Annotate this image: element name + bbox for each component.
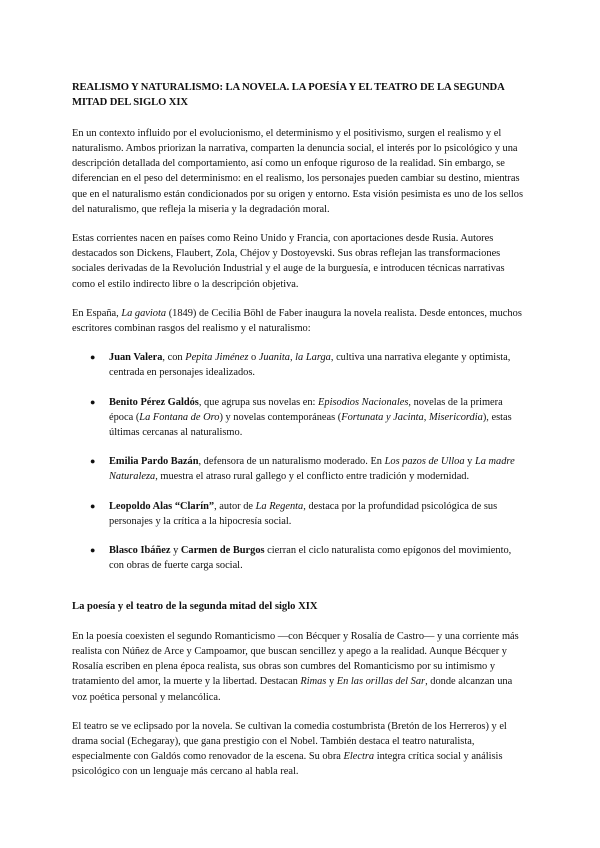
work-title: La gaviota <box>121 307 167 319</box>
author-name: Leopoldo Alas “Clarín” <box>109 500 215 512</box>
work-title: Misericordia <box>428 411 483 423</box>
bullet-icon: ● <box>90 545 96 556</box>
bullet-icon: ● <box>90 500 96 511</box>
paragraph-context: En un contexto influido por el evolucionismo, el determinismo y el positivismo, surgen el realismo y el naturalismo. Ambos priorizan la narrativa, comparten la denuncia social, el interés por lo psicológico y una descripción detallada del comportamiento, así como un enfoque riguroso de la realidad. Sin embargo, se diferencian en el peso del determinismo: en el realismo, los personajes pueden cambiar su destino, mientras que en el naturalismo están condicionados por su origen y entorno. Esta visión pesimista es uno de los sellos del naturalismo, que refleja la miseria y la degradación moral. <box>72 127 524 215</box>
text-span: y <box>464 456 475 468</box>
work-title: Rimas <box>300 676 327 688</box>
author-name: Juan Valera <box>109 352 163 364</box>
text-span: , autor de <box>214 500 256 512</box>
author-name: Carmen de Burgos <box>180 545 265 557</box>
text-span: En España, <box>72 307 122 319</box>
work-title: La Regenta <box>255 500 304 512</box>
text-span: , que agrupa sus novelas en: <box>198 396 319 408</box>
bullet-icon: ● <box>90 396 96 407</box>
text-span: , muestra el atraso rural gallego y el conflicto entre tradición y modernidad. <box>155 471 470 483</box>
text-span: , <box>423 411 429 423</box>
list-item-clarin <box>72 499 528 529</box>
text-span: El teatro se ve eclipsado por la novela. Se cultivan la comedia costumbrista (Bretón de los Herreros) y el drama social (Echegaray), que gana prestigio con el Nobel. También destaca el teatro naturalista, especialmente con Galdós como renovador de la escena. Su obra <box>72 720 507 763</box>
paragraph-spain <box>72 306 528 336</box>
text-span: , donde alcanzan una voz poética personal y melancólica. <box>72 676 513 703</box>
authors-list <box>72 350 528 573</box>
text-span: integra crítica social y análisis psicológico con un lenguaje más cercano al habla real. <box>72 751 503 778</box>
text-span: , novelas de la primera época ( <box>109 396 503 423</box>
author-name: Blasco Ibáñez <box>109 545 171 557</box>
list-item-valera <box>72 350 528 380</box>
work-title: Fortunata y Jacinta <box>341 411 424 423</box>
text-span: ), estas últimas cercanas al naturalismo. <box>109 411 512 439</box>
text-span: o <box>248 352 259 364</box>
work-title: Electra <box>343 751 375 763</box>
bullet-icon: ● <box>90 352 96 363</box>
list-item-galdos <box>72 395 528 441</box>
text-span: y <box>326 676 337 688</box>
text-span: cierran el ciclo naturalista como epígonos del movimiento, con obras de fuerte carga social. <box>109 545 512 572</box>
document-page <box>72 80 528 794</box>
text-span: , con <box>162 352 186 364</box>
text-span: En la poesía coexisten el segundo Romanticismo —con Bécquer y Rosalía de Castro— y una corriente más realista con Núñez de Arce y Campoamor, que buscan sencillez y apego a la realidad. Aunque Bécquer y Rosalía escriben en plena época realista, sus obras son cumbres del Romanticismo por su intimismo y tratamiento del amor, la muerte y la libertad. Destacan <box>72 630 519 688</box>
list-item-pardo-bazan <box>72 454 528 484</box>
section-subtitle: La poesía y el teatro de la segunda mitad del siglo XIX <box>72 601 318 613</box>
work-title: La madre Naturaleza <box>109 456 515 483</box>
author-name: Benito Pérez Galdós <box>109 396 199 408</box>
bullet-icon: ● <box>90 456 96 467</box>
paragraph-theatre <box>72 719 528 780</box>
text-span: , cultiva una narrativa elegante y optimista, centrada en personajes idealizados. <box>109 352 511 379</box>
text-span: y <box>170 545 181 557</box>
work-title: Pepita Jiménez <box>185 352 249 364</box>
work-title: Los pazos de Ulloa <box>384 456 465 468</box>
work-title: La Fontana de Oro <box>139 411 220 423</box>
document-title: REALISMO Y NATURALISMO: LA NOVELA. LA POESÍA Y EL TEATRO DE LA SEGUNDA MITAD DEL SIGLO XIX <box>72 82 505 109</box>
paragraph-poetry <box>72 629 528 705</box>
work-title: Juanita, la Larga <box>258 352 331 364</box>
text-span: , defensora de un naturalismo moderado. En <box>198 456 385 468</box>
author-name: Emilia Pardo Bazán <box>109 456 199 468</box>
paragraph-origins: Estas corrientes nacen en países como Reino Unido y Francia, con aportaciones desde Rusia. Autores destacados son Dickens, Flaubert, Zola, Chéjov y Dostoyevski. Sus obras reflejan las transformaciones sociales derivadas de la Revolución Industrial y el auge de la burguesía, e introducen técnicas narrativas como el estilo indirecto libre o la descripción objetiva. <box>72 233 505 290</box>
work-title: En las orillas del Sar <box>336 676 426 688</box>
list-item-blasco-burgos <box>72 543 528 573</box>
text-span: , destaca por la profundidad psicológica de sus personajes y la crítica a la hipocresía social. <box>109 500 498 527</box>
text-span: ) y novelas contemporáneas ( <box>219 411 342 423</box>
text-span: (1849) de Cecilia Böhl de Faber inaugura la novela realista. Desde entonces, muchos escritores combinan rasgos del realismo y el naturalismo: <box>72 307 522 335</box>
work-title: Episodios Nacionales <box>318 396 409 408</box>
